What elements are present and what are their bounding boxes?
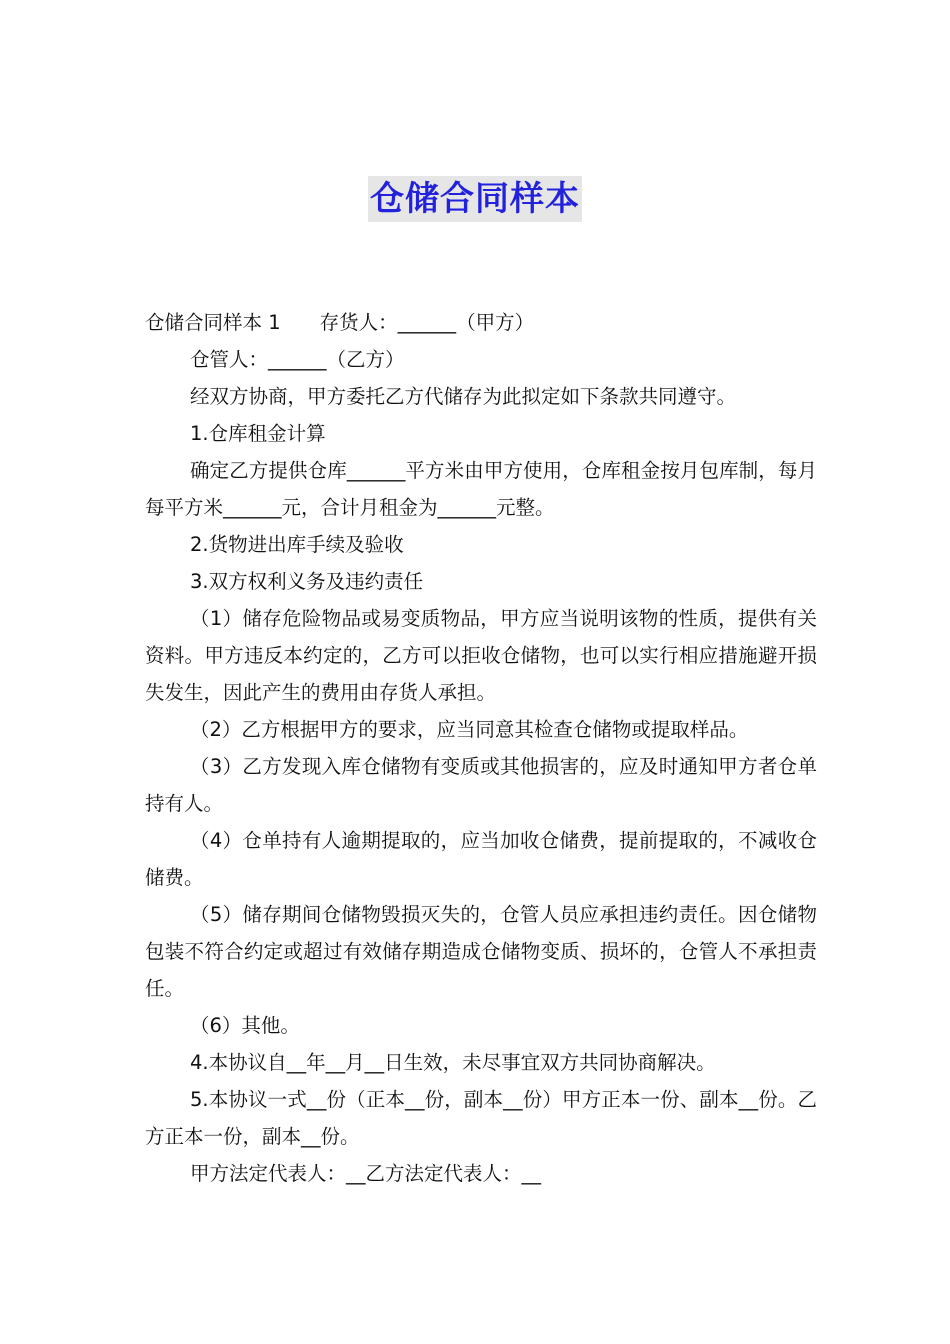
section-4: 4.本协议自__年__月__日生效，未尽事宜双方共同协商解决。: [190, 1051, 716, 1074]
document-body: [145, 304, 817, 1192]
paragraph-keeper: 仓管人：______（乙方）: [190, 348, 405, 371]
clause-6: （6）其他。: [190, 1014, 300, 1037]
document-title: 仓储合同样本: [368, 176, 582, 222]
section-2-heading: 2.货物进出库手续及验收: [190, 533, 404, 556]
paragraph-heading-line: 仓储合同样本 1 存货人：______（甲方）: [145, 311, 535, 334]
section-1-heading: 1.仓库租金计算: [190, 422, 326, 445]
signature-line: 甲方法定代表人：__乙方法定代表人：__: [190, 1162, 542, 1185]
clause-4: （4）仓单持有人逾期提取的，应当加收仓储费，提前提取的，不减收仓储费。: [145, 829, 817, 889]
section-5: 5.本协议一式__份（正本__份，副本__份）甲方正本一份、副本__份。乙方正本一份，副本__份。: [145, 1088, 817, 1148]
section-3-heading: 3.双方权利义务及违约责任: [190, 570, 424, 593]
section-1-content: 确定乙方提供仓库______平方米由甲方使用，仓库租金按月包库制，每月每平方米______元，合计月租金为______元整。: [145, 459, 817, 519]
clause-3: （3）乙方发现入库仓储物有变质或其他损害的，应及时通知甲方者仓单持有人。: [145, 755, 817, 815]
clause-1: （1）储存危险物品或易变质物品，甲方应当说明该物的性质，提供有关资料。甲方违反本约定的，乙方可以拒收仓储物，也可以实行相应措施避开损失发生，因此产生的费用由存货人承担。: [145, 607, 817, 704]
clause-2: （2）乙方根据甲方的要求，应当同意其检查仓储物或提取样品。: [190, 718, 749, 741]
title-container: [0, 176, 950, 222]
clause-5: （5）储存期间仓储物毁损灭失的，仓管人员应承担违约责任。因仓储物包装不符合约定或超过有效储存期造成仓储物变质、损坏的，仓管人不承担责任。: [145, 903, 817, 1000]
paragraph-intro: 经双方协商，甲方委托乙方代储存为此拟定如下条款共同遵守。: [190, 385, 737, 408]
